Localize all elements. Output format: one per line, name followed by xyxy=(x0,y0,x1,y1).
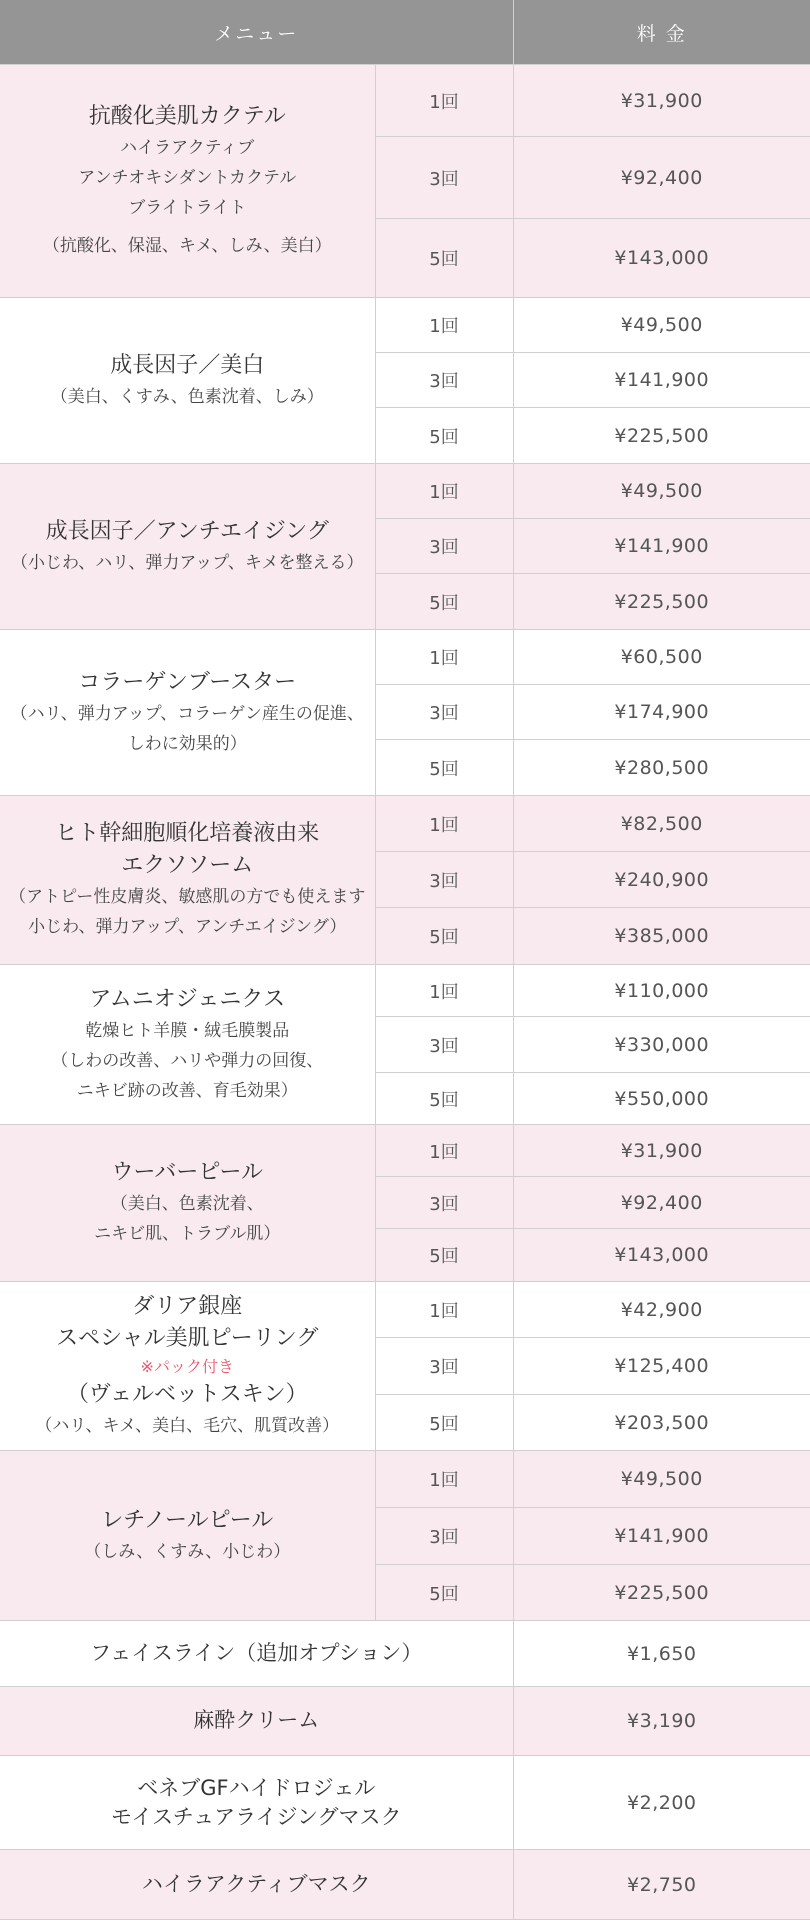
menu-detail: （抗酸化、保湿、キメ、しみ、美白） xyxy=(42,236,332,256)
session-count: 3回 xyxy=(375,1017,513,1073)
menu-detail: （しわの改善、ハリや弾力の回復、 xyxy=(51,1050,324,1071)
price-value: ¥385,000 xyxy=(513,908,810,965)
menu-detail: （ハリ、弾力アップ、コラーゲン産生の促進、 xyxy=(10,703,364,724)
session-count: 5回 xyxy=(375,408,513,464)
price-value: ¥225,500 xyxy=(513,1565,810,1621)
price-value: ¥49,500 xyxy=(513,298,810,353)
price-value: ¥240,900 xyxy=(513,852,810,908)
option-name-cell xyxy=(0,1756,513,1850)
option-row-group xyxy=(0,1850,810,1920)
price-value: ¥31,900 xyxy=(513,65,810,137)
session-count: 3回 xyxy=(375,1338,513,1395)
menu-group xyxy=(0,1125,810,1282)
menu-title: 成長因子／アンチエイジング xyxy=(45,518,329,544)
option-row-group xyxy=(0,1687,810,1756)
price-value: ¥42,900 xyxy=(513,1282,810,1338)
menu-detail: （アトピー性皮膚炎、敏感肌の方でも使えます xyxy=(9,887,366,907)
session-count: 3回 xyxy=(375,852,513,908)
menu-detail: （美白、くすみ、色素沈着、しみ） xyxy=(50,386,324,407)
menu-subtitle: ハイラアクティブ xyxy=(120,138,255,158)
price-value: ¥225,500 xyxy=(513,408,810,464)
menu-title: ヒト幹細胞順化培養液由来 xyxy=(55,821,320,846)
option-title: ベネブGFハイドロジェル xyxy=(137,1775,376,1800)
menu-cell xyxy=(0,298,375,464)
menu-subtitle: ブライトライト xyxy=(128,198,247,218)
option-title: 麻酔クリーム xyxy=(193,1708,320,1732)
session-count: 1回 xyxy=(375,298,513,353)
menu-detail: しわに効果的） xyxy=(127,733,247,754)
price-value: ¥31,900 xyxy=(513,1125,810,1177)
menu-group xyxy=(0,65,810,298)
price-value: ¥110,000 xyxy=(513,965,810,1017)
menu-cell xyxy=(0,796,375,965)
menu-column-header: メニュー xyxy=(0,0,513,65)
menu-title: ウーバーピール xyxy=(111,1160,264,1185)
menu-cell xyxy=(0,1451,375,1621)
session-count: 3回 xyxy=(375,1508,513,1565)
price-column-header: 料 金 xyxy=(513,0,810,65)
session-count: 5回 xyxy=(375,908,513,965)
menu-cell xyxy=(0,65,375,298)
session-count: 5回 xyxy=(375,219,513,298)
price-value: ¥82,500 xyxy=(513,796,810,852)
session-count: 5回 xyxy=(375,1395,513,1451)
menu-title: 成長因子／美白 xyxy=(110,352,265,378)
menu-cell xyxy=(0,630,375,796)
session-count: 3回 xyxy=(375,353,513,408)
price-value: ¥60,500 xyxy=(513,630,810,685)
menu-group xyxy=(0,965,810,1125)
option-row-group xyxy=(0,1621,810,1687)
menu-group xyxy=(0,796,810,965)
table-header-row xyxy=(0,0,810,65)
menu-detail: （しみ、くすみ、小じわ） xyxy=(84,1541,291,1562)
menu-detail: 小じわ、弾力アップ、アンチエイジング） xyxy=(28,917,347,937)
price-value: ¥49,500 xyxy=(513,1451,810,1508)
menu-cell xyxy=(0,965,375,1125)
price-value: ¥49,500 xyxy=(513,464,810,519)
price-value: ¥3,190 xyxy=(513,1687,810,1756)
session-count: 3回 xyxy=(375,1177,513,1229)
menu-cell xyxy=(0,1282,375,1451)
pack-included-note: ※パック付き xyxy=(140,1357,234,1376)
menu-detail: （小じわ、ハリ、弾力アップ、キメを整える） xyxy=(10,552,364,573)
session-count: 1回 xyxy=(375,630,513,685)
session-count: 3回 xyxy=(375,519,513,574)
menu-group xyxy=(0,1282,810,1451)
price-value: ¥92,400 xyxy=(513,1177,810,1229)
price-value: ¥143,000 xyxy=(513,219,810,298)
session-count: 1回 xyxy=(375,1282,513,1338)
session-count: 1回 xyxy=(375,1125,513,1177)
session-count: 5回 xyxy=(375,1073,513,1125)
menu-title: ダリア銀座 xyxy=(132,1294,243,1319)
option-row-group xyxy=(0,1756,810,1850)
option-name-cell xyxy=(0,1850,513,1920)
price-value: ¥225,500 xyxy=(513,574,810,630)
session-count: 1回 xyxy=(375,464,513,519)
menu-cell xyxy=(0,464,375,630)
price-value: ¥92,400 xyxy=(513,137,810,219)
menu-title: エクソソーム xyxy=(121,853,254,878)
price-value: ¥2,200 xyxy=(513,1756,810,1850)
price-value: ¥203,500 xyxy=(513,1395,810,1451)
price-value: ¥143,000 xyxy=(513,1229,810,1282)
session-count: 1回 xyxy=(375,796,513,852)
session-count: 3回 xyxy=(375,685,513,740)
session-count: 5回 xyxy=(375,574,513,630)
menu-detail: 乾燥ヒト羊膜・絨毛膜製品 xyxy=(85,1020,290,1041)
menu-detail: （美白、色素沈着、 xyxy=(110,1194,264,1214)
menu-cell xyxy=(0,1125,375,1282)
session-count: 1回 xyxy=(375,965,513,1017)
option-title: フェイスライン（追加オプション） xyxy=(90,1640,423,1665)
session-count: 5回 xyxy=(375,740,513,796)
price-value: ¥174,900 xyxy=(513,685,810,740)
menu-subtitle: アンチオキシダントカクテル xyxy=(78,168,297,188)
option-title: モイスチュアライジングマスク xyxy=(110,1804,402,1829)
menu-title: 抗酸化美肌カクテル xyxy=(88,104,286,129)
price-value: ¥550,000 xyxy=(513,1073,810,1125)
menu-group xyxy=(0,464,810,630)
session-count: 1回 xyxy=(375,1451,513,1508)
menu-group xyxy=(0,630,810,796)
price-value: ¥2,750 xyxy=(513,1850,810,1920)
session-count: 5回 xyxy=(375,1565,513,1621)
menu-detail: ニキビ跡の改善、育毛効果） xyxy=(76,1080,298,1101)
menu-title: スペシャル美肌ピーリング xyxy=(56,1326,319,1351)
price-value: ¥1,650 xyxy=(513,1621,810,1687)
menu-title: アムニオジェニクス xyxy=(89,986,286,1012)
session-count: 5回 xyxy=(375,1229,513,1282)
menu-title: コラーゲンブースター xyxy=(78,669,297,695)
option-name-cell xyxy=(0,1621,513,1687)
option-title: ハイラアクティブマスク xyxy=(141,1871,371,1896)
price-value: ¥330,000 xyxy=(513,1017,810,1073)
price-value: ¥141,900 xyxy=(513,519,810,574)
price-value: ¥125,400 xyxy=(513,1338,810,1395)
menu-title: レチノールピール xyxy=(101,1507,274,1533)
session-count: 1回 xyxy=(375,65,513,137)
menu-group xyxy=(0,1451,810,1621)
price-value: ¥280,500 xyxy=(513,740,810,796)
menu-title: （ヴェルベットスキン） xyxy=(66,1382,308,1407)
menu-group xyxy=(0,298,810,464)
option-name-cell xyxy=(0,1687,513,1756)
menu-detail: （ハリ、キメ、美白、毛穴、肌質改善） xyxy=(35,1416,340,1436)
price-value: ¥141,900 xyxy=(513,1508,810,1565)
menu-detail: ニキビ肌、トラブル肌） xyxy=(94,1224,281,1244)
session-count: 3回 xyxy=(375,137,513,219)
price-value: ¥141,900 xyxy=(513,353,810,408)
